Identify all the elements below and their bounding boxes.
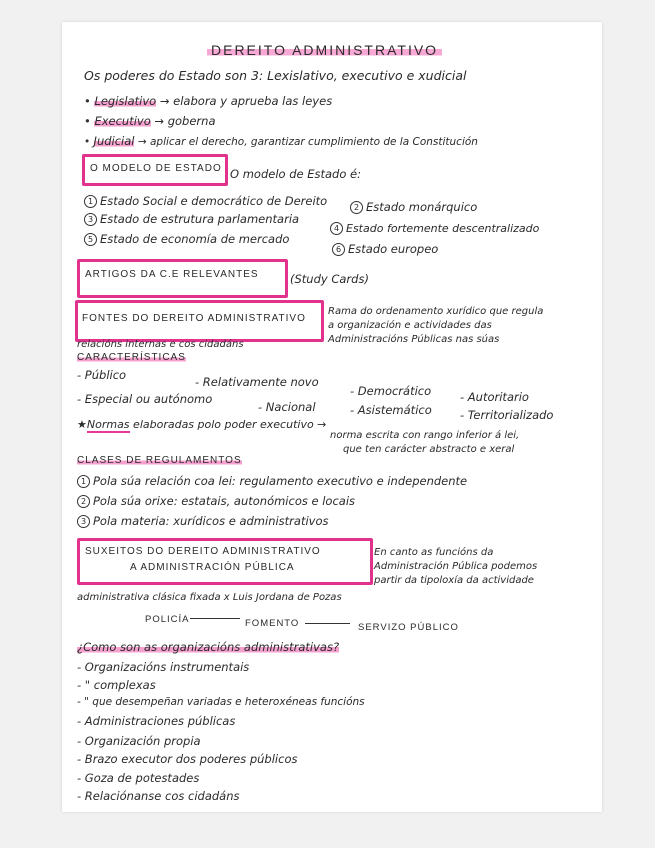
modelo-item: 1 Estado Social e democrático de Dereito [84, 194, 327, 208]
power-desc: → elabora y aprueba las leyes [159, 94, 333, 108]
como-item: - " complexas [77, 678, 156, 692]
suxeitos-box-line: A ADMINISTRACIÓN PÚBLICA [130, 562, 295, 573]
suxeitos-line: administrativa clásica fixada x Luis Jordana de Pozas [77, 592, 342, 603]
modelo-item: 5 Estado de economía de mercado [84, 232, 289, 246]
fontes-side-line: Rama do ordenamento xurídico que regula [328, 306, 544, 317]
caracteristica-item: - Territorializado [460, 408, 554, 422]
clase-item: 2 Pola súa orixe: estatais, autonómicos e locais [77, 494, 355, 508]
caracteristicas-heading: CARACTERÍSTICAS [77, 352, 186, 363]
power-desc: → aplicar el derecho, garantizar cumplimiento de la Constitución [137, 136, 478, 148]
suxeitos-side-line: En canto as funcións da [374, 547, 494, 558]
modelo-box-label: O MODELO DE ESTADO [90, 163, 222, 174]
suxeitos-side-line: partir da tipoloxía da actividade [374, 575, 534, 586]
como-item: - Organización propia [77, 734, 201, 748]
normas-line [77, 418, 326, 431]
power-name: Executivo [94, 114, 151, 128]
suxeitos-box-line: SUXEITOS DO DEREITO ADMINISTRATIVO [85, 546, 321, 557]
power-desc: → goberna [154, 114, 216, 128]
caracteristica-item: - Nacional [258, 400, 316, 414]
como-heading: ¿Como son as organizacións administrativas? [77, 640, 340, 654]
power-name: Legislativo [94, 94, 157, 108]
modelo-item: 3 Estado de estrutura parlamentaria [84, 212, 299, 226]
arrow-right-icon [190, 618, 240, 619]
caracteristica-item: - Relativamente novo [195, 375, 319, 389]
fontes-side-line: Administracións Públicas nas súas [328, 334, 500, 345]
como-item: - Administraciones públicas [77, 714, 236, 728]
suxeitos-side-line: Administración Pública podemos [374, 561, 538, 572]
flow-step-policia: POLICÍA [145, 614, 190, 625]
star-icon: ★ [77, 418, 87, 431]
caracteristica-item: - Democrático [350, 384, 432, 398]
fontes-line: relacións internas e cos cidadáns [77, 339, 244, 350]
caracteristica-item: - Asistemático [350, 403, 432, 417]
como-item: - " que desempeñan variadas e heteroxéneas funcións [77, 696, 365, 708]
normas-def: norma escrita con rango inferior á lei, [330, 430, 520, 441]
como-item: - Goza de potestades [77, 771, 200, 785]
modelo-text: O modelo de Estado é: [230, 167, 361, 181]
clase-item: 1 Pola súa relación coa lei: regulamento executivo e independente [77, 474, 467, 488]
caracteristica-item: - Público [77, 368, 127, 382]
power-executivo: • Executivo → goberna [84, 114, 216, 128]
clases-heading: CLASES DE REGULAMENTOS [77, 455, 242, 466]
caracteristica-item: - Autoritario [460, 390, 529, 404]
power-name: Judicial [93, 134, 135, 148]
power-judicial: • Judicial → aplicar el derecho, garantizar cumplimiento de la Constitución [84, 134, 478, 148]
como-item: - Organizacións instrumentais [77, 660, 250, 674]
page-title: DEREITO ADMINISTRATIVO [207, 42, 442, 58]
modelo-item: 2 Estado monárquico [350, 200, 477, 214]
fontes-box-label: FONTES DO DEREITO ADMINISTRATIVO [82, 313, 306, 324]
artigos-text: (Study Cards) [290, 272, 369, 286]
modelo-item: 6 Estado europeo [332, 242, 438, 256]
normas-text: elaboradas polo poder executivo → [133, 418, 327, 431]
flow-step-servizo: SERVIZO PÚBLICO [358, 622, 459, 633]
normas-def: que ten carácter abstracto e xeral [343, 444, 515, 455]
modelo-item: 4 Estado fortemente descentralizado [330, 222, 539, 235]
como-item: - Relaciónanse cos cidadáns [77, 789, 240, 803]
como-item: - Brazo executor dos poderes públicos [77, 752, 298, 766]
clase-item: 3 Pola materia: xurídicos e administrativos [77, 514, 329, 528]
intro-text: Os poderes do Estado son 3: Lexislativo, executivo e xudicial [84, 68, 467, 83]
flow-step-fomento: FOMENTO [245, 618, 300, 629]
fontes-side-line: a organización e actividades das [328, 320, 492, 331]
artigos-box-label: ARTIGOS DA C.E RELEVANTES [85, 269, 259, 280]
power-legislativo: • Legislativo → elabora y aprueba las leyes [84, 94, 333, 108]
arrow-right-icon [305, 623, 350, 624]
normas-label: Normas [86, 418, 130, 431]
caracteristica-item: - Especial ou autónomo [77, 392, 213, 406]
